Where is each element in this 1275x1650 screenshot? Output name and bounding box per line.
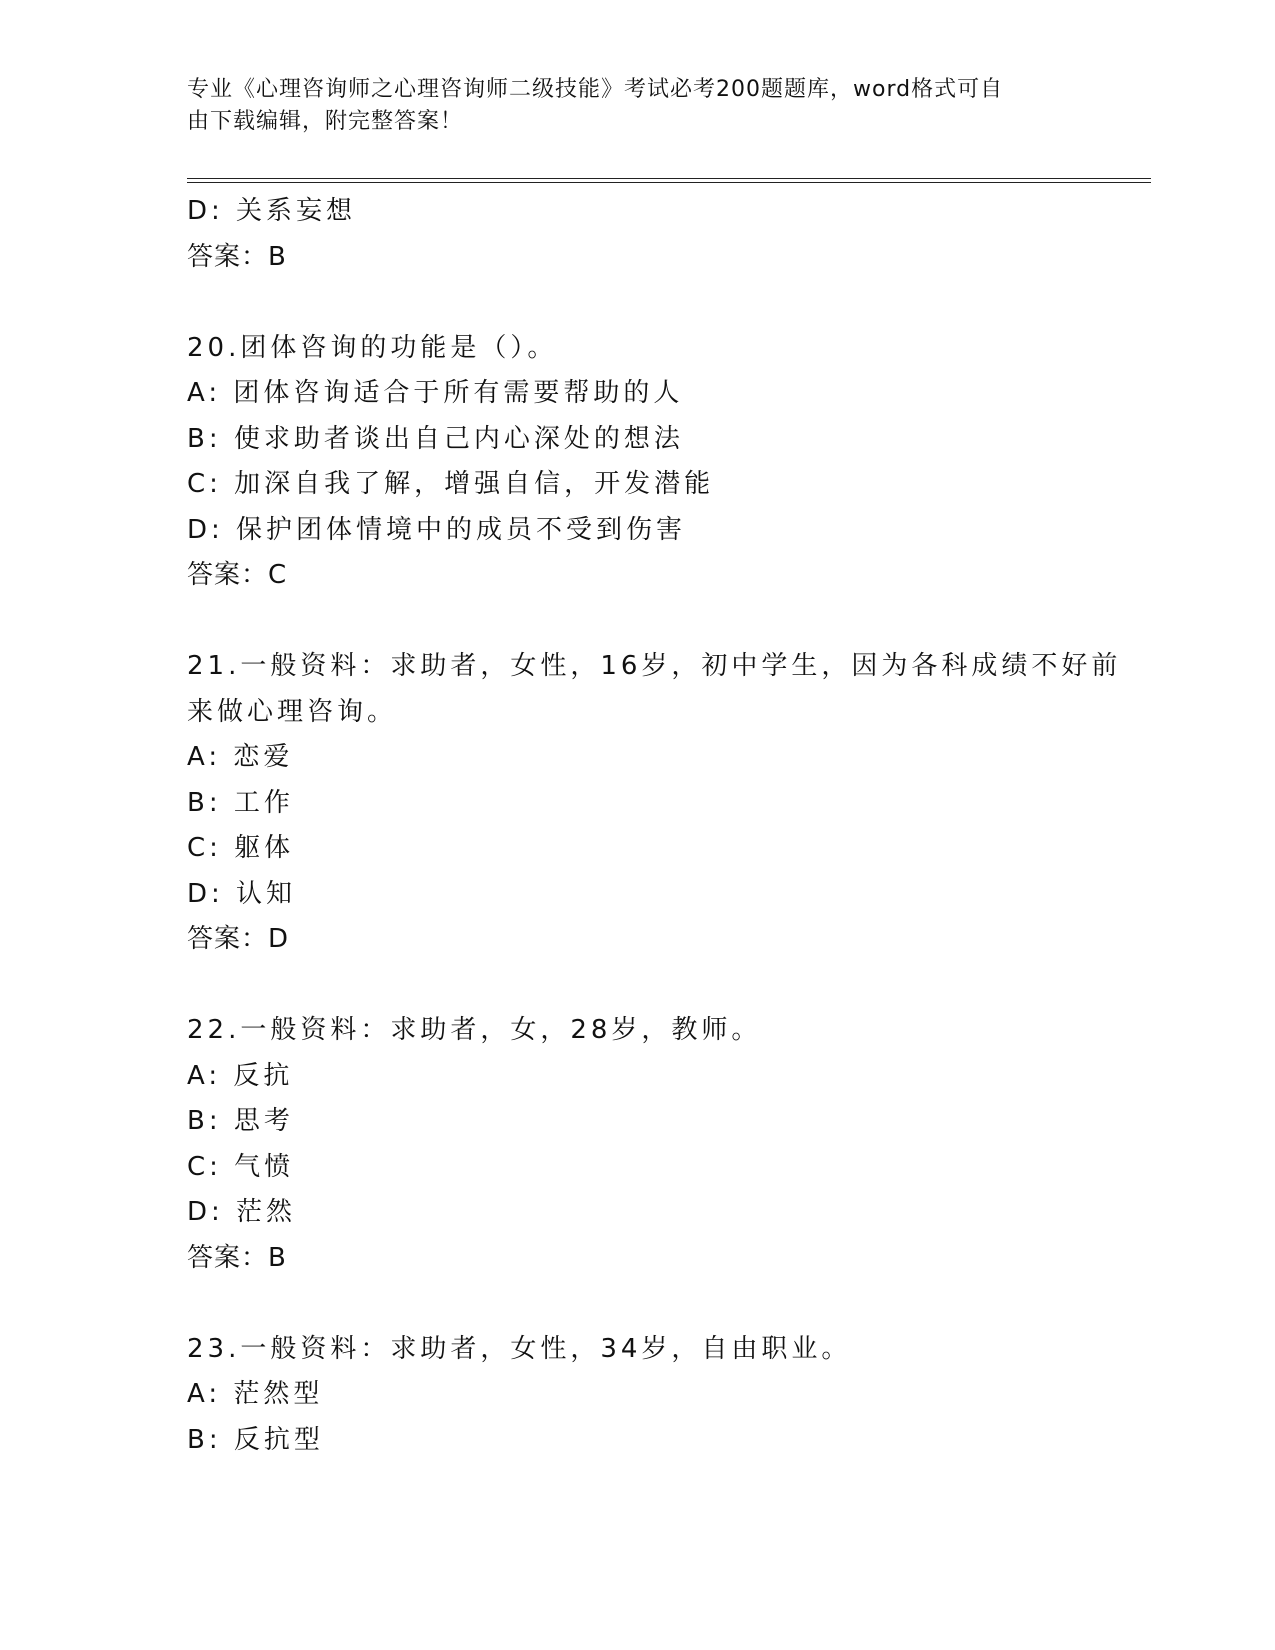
option-a: A: 恋爱 (187, 742, 294, 772)
document-header (187, 74, 1067, 138)
question-stem: 23.一般资料：求助者，女性，34岁，自由职业。 (187, 1333, 852, 1364)
option-d: D: 茫然 (187, 1197, 297, 1227)
spacer (187, 963, 1087, 1009)
option-a: A: 茫然型 (187, 1379, 324, 1409)
answer: 答案：B (187, 1242, 287, 1273)
option-b: B: 反抗型 (187, 1424, 324, 1455)
option-d: D: 关系妄想 (187, 196, 357, 226)
option-d: D: 认知 (187, 878, 297, 909)
option-b: B: 使求助者谈出自己内心深处的想法 (187, 423, 684, 454)
question-stem: 22.一般资料：求助者，女，28岁，教师。 (187, 1015, 762, 1045)
spacer (187, 280, 1087, 326)
option-c: C: 加深自我了解，增强自信，开发潜能 (187, 469, 715, 499)
option-b: B: 工作 (187, 787, 294, 818)
header-line-1: 专业《心理咨询师之心理咨询师二级技能》考试必考200题题库，word格式可自 (187, 77, 1004, 102)
question-stem: 20.团体咨询的功能是（）。 (187, 332, 558, 363)
spacer (187, 599, 1087, 645)
question-list (187, 189, 1122, 1463)
option-d: D: 保护团体情境中的成员不受到伤害 (187, 514, 687, 545)
question-20 (187, 326, 1087, 599)
question-stem-line-1: 21.一般资料：求助者，女性，16岁，初中学生，因为各科成绩不好前 (187, 651, 1122, 681)
question-21 (187, 644, 1122, 963)
answer: 答案：D (187, 924, 290, 954)
header-rule-top (187, 178, 1151, 179)
question-23 (187, 1327, 1087, 1464)
spacer (187, 1281, 1087, 1327)
option-c: C: 躯体 (187, 833, 295, 863)
option-a: A: 反抗 (187, 1060, 294, 1091)
option-b: B: 思考 (187, 1106, 294, 1136)
option-a: A: 团体咨询适合于所有需要帮助的人 (187, 378, 684, 408)
answer: 答案：C (187, 560, 288, 590)
question-22 (187, 1008, 1087, 1281)
answer: 答案：B (187, 241, 287, 272)
header-line-2: 由下载编辑，附完整答案！ (187, 109, 464, 134)
question-19 (187, 189, 1087, 280)
question-stem-line-2: 来做心理咨询。 (187, 696, 398, 727)
header-rule-bottom (187, 182, 1151, 183)
option-c: C: 气愤 (187, 1151, 295, 1182)
